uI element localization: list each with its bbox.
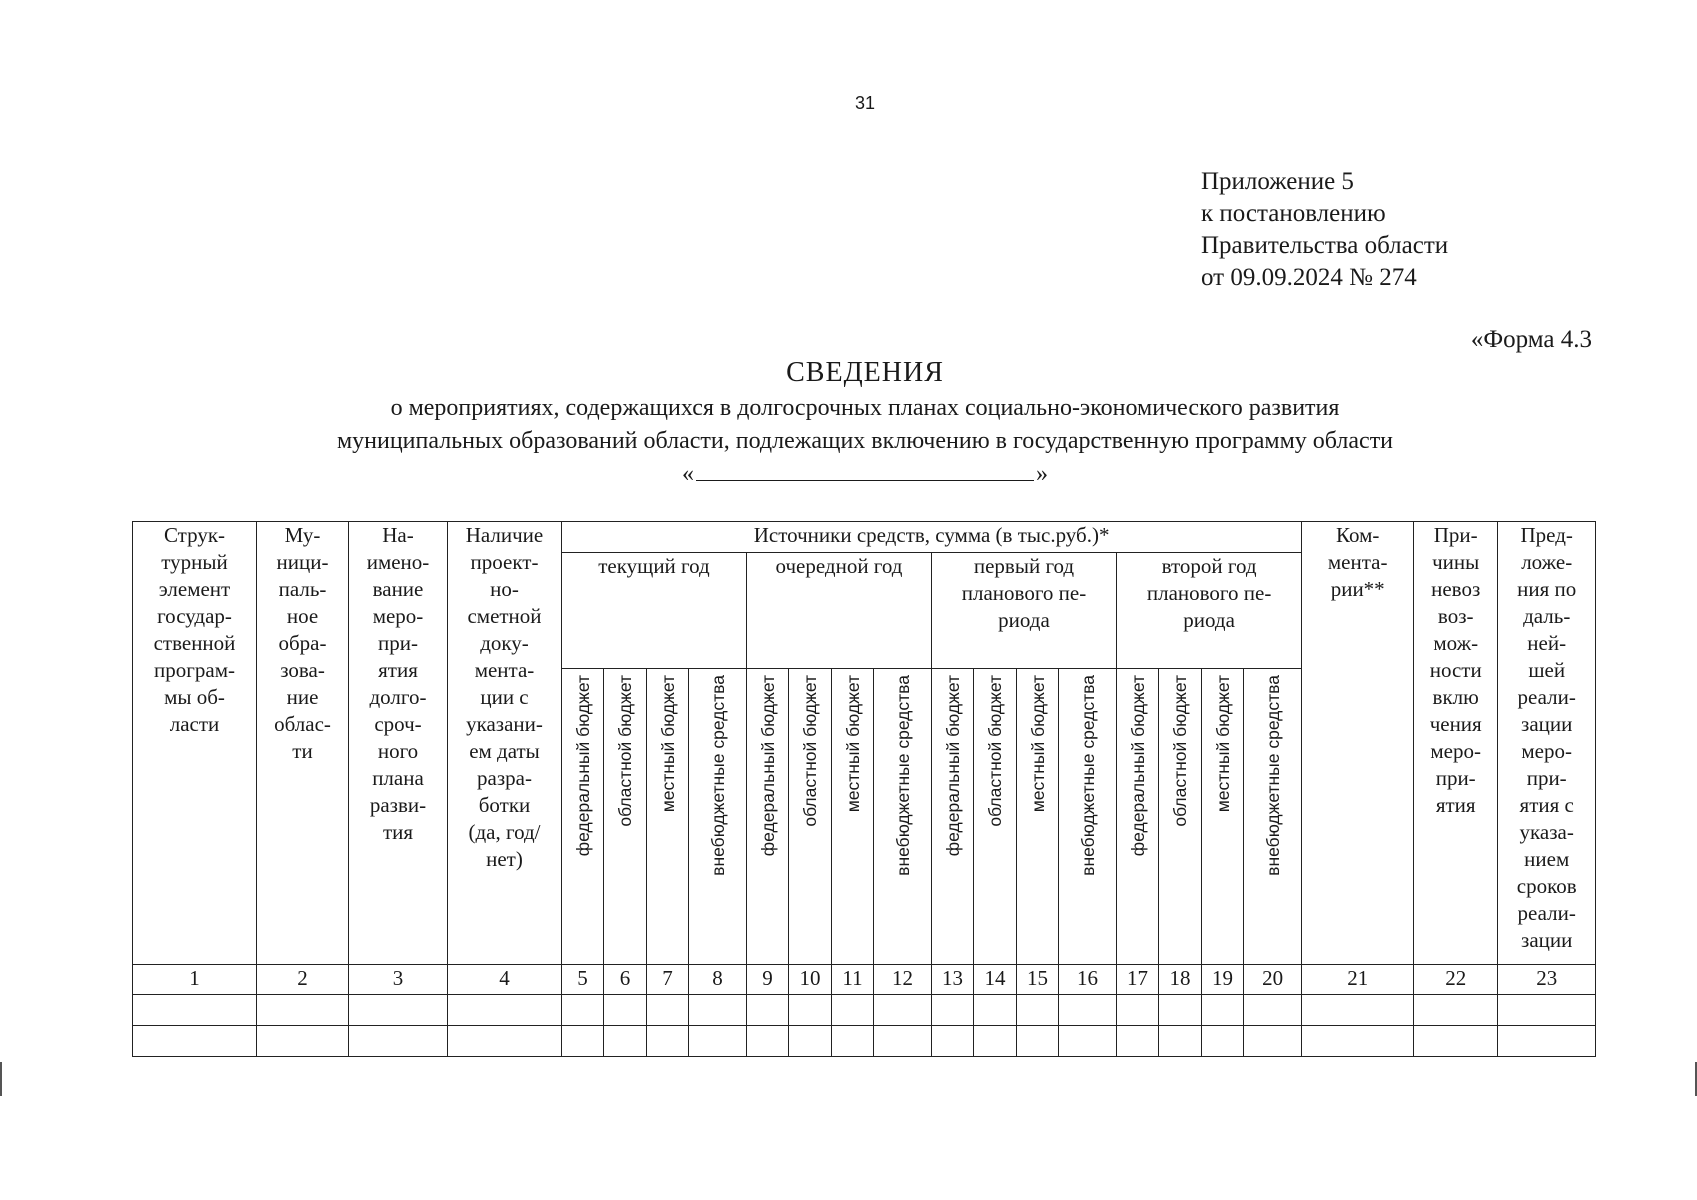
empty-cell (1302, 1026, 1414, 1057)
header-budget-subcolumn (789, 669, 832, 965)
empty-cell (1244, 995, 1302, 1026)
empty-cell (1302, 995, 1414, 1026)
header-budget-subcolumn (689, 669, 747, 965)
empty-cell (1202, 995, 1244, 1026)
column-number: 15 (1017, 965, 1059, 995)
empty-cell (789, 1026, 832, 1057)
column-number: 8 (689, 965, 747, 995)
subcolumn-label: внебюджетные средства (707, 675, 728, 876)
header-budget-subcolumn (1202, 669, 1244, 965)
empty-cell (832, 1026, 874, 1057)
empty-cell (874, 995, 932, 1026)
header-design-documentation: Наличие проект- но- сметной доку- мента- ции с указани- ем даты разра- ботки (да, год/ нет) (448, 522, 562, 965)
empty-cell (349, 995, 448, 1026)
header-budget-subcolumn (604, 669, 647, 965)
header-budget-subcolumn (1059, 669, 1117, 965)
column-number: 11 (832, 965, 874, 995)
subcolumn-label: внебюджетные средства (1262, 675, 1283, 876)
empty-cell (448, 1026, 562, 1057)
header-budget-subcolumn (874, 669, 932, 965)
header-budget-subcolumn (562, 669, 604, 965)
column-number: 19 (1202, 965, 1244, 995)
blank-line (696, 458, 1034, 481)
empty-cell (1202, 1026, 1244, 1057)
header-period-group: очередной год (747, 553, 932, 669)
subcolumn-label: областной бюджет (1170, 675, 1190, 827)
empty-cell (647, 1026, 689, 1057)
scan-edge-mark (0, 1062, 2, 1096)
empty-cell (1117, 1026, 1159, 1057)
quote-close: » (1036, 461, 1048, 487)
empty-cell (974, 1026, 1017, 1057)
column-number: 16 (1059, 965, 1117, 995)
column-number: 10 (789, 965, 832, 995)
empty-cell (257, 995, 349, 1026)
column-number: 17 (1117, 965, 1159, 995)
document-title: СВЕДЕНИЯ (786, 357, 944, 388)
empty-cell (1414, 1026, 1498, 1057)
empty-cell (133, 995, 257, 1026)
subcolumn-label: местный бюджет (842, 675, 863, 813)
header-budget-subcolumn (747, 669, 789, 965)
subcolumn-label: местный бюджет (1212, 675, 1233, 813)
header-budget-subcolumn (1117, 669, 1159, 965)
header-municipality: Му- ници- паль- ное обра- зова- ние облас- ти (257, 522, 349, 965)
empty-cell (874, 1026, 932, 1057)
empty-cell (647, 995, 689, 1026)
header-budget-subcolumn (1159, 669, 1202, 965)
document-subtitle (0, 392, 1697, 458)
subcolumn-label: местный бюджет (657, 675, 678, 813)
empty-cell (932, 995, 974, 1026)
empty-cell (1059, 995, 1117, 1026)
program-name-blank (0, 458, 1697, 489)
subcolumn-label: федеральный бюджет (1127, 675, 1148, 857)
column-number: 21 (1302, 965, 1414, 995)
empty-cell (832, 995, 874, 1026)
empty-cell (349, 1026, 448, 1057)
column-number: 7 (647, 965, 689, 995)
subcolumn-label: областной бюджет (800, 675, 820, 827)
subtitle-line: муниципальных образований области, подлежащих включению в государственную программу области (336, 428, 1394, 454)
quote-open: « (682, 461, 694, 487)
empty-cell (562, 995, 604, 1026)
subcolumn-label: федеральный бюджет (572, 675, 593, 857)
header-structural-element: Струк- турный элемент государ- ственной програм- мы об- ласти (133, 522, 257, 965)
subcolumn-label: местный бюджет (1027, 675, 1048, 813)
empty-cell (747, 995, 789, 1026)
empty-cell (789, 995, 832, 1026)
appendix-block (1201, 166, 1448, 294)
empty-cell (604, 995, 647, 1026)
empty-cell (257, 1026, 349, 1057)
subcolumn-label: федеральный бюджет (757, 675, 778, 857)
empty-cell (1017, 995, 1059, 1026)
table-row (133, 995, 1596, 1026)
table-row (133, 1026, 1596, 1057)
header-reasons: При- чины невоз воз- мож- ности вклю чения меро- при- ятия (1414, 522, 1498, 965)
empty-cell (932, 1026, 974, 1057)
empty-cell (562, 1026, 604, 1057)
header-budget-subcolumn (974, 669, 1017, 965)
header-budget-subcolumn (1244, 669, 1302, 965)
appendix-line: к постановлению (1201, 200, 1386, 227)
column-number: 2 (257, 965, 349, 995)
empty-cell (689, 1026, 747, 1057)
empty-cell (1159, 1026, 1202, 1057)
empty-cell (1017, 1026, 1059, 1057)
empty-cell (133, 1026, 257, 1057)
column-number: 12 (874, 965, 932, 995)
empty-cell (974, 995, 1017, 1026)
header-comments: Ком- мента- рии** (1302, 522, 1414, 965)
header-period-group: второй год планового пе- риода (1117, 553, 1302, 669)
header-budget-subcolumn (932, 669, 974, 965)
column-number: 6 (604, 965, 647, 995)
empty-cell (1498, 1026, 1596, 1057)
measures-table (132, 521, 1596, 1057)
subcolumn-label: областной бюджет (615, 675, 635, 827)
column-number: 18 (1159, 965, 1202, 995)
subcolumn-label: федеральный бюджет (942, 675, 963, 857)
empty-cell (604, 1026, 647, 1057)
column-number: 1 (133, 965, 257, 995)
page-number: 31 (854, 93, 876, 113)
column-number: 20 (1244, 965, 1302, 995)
empty-cell (448, 995, 562, 1026)
empty-cell (1244, 1026, 1302, 1057)
empty-cell (1117, 995, 1159, 1026)
subcolumn-label: внебюджетные средства (1077, 675, 1098, 876)
header-measure-name: На- имено- вание меро- при- ятия долго- сроч- ного плана разви- тия (349, 522, 448, 965)
empty-cell (1059, 1026, 1117, 1057)
column-number: 14 (974, 965, 1017, 995)
subtitle-line: о мероприятиях, содержащихся в долгосрочных планах социально-экономического развития (390, 395, 1340, 421)
header-proposals: Пред- ложе- ния по даль- ней- шей реали- зации меро- при- ятия с указа- нием сроков реали- зации (1498, 522, 1596, 965)
empty-cell (1414, 995, 1498, 1026)
header-budget-subcolumn (832, 669, 874, 965)
appendix-line: Приложение 5 (1201, 168, 1354, 195)
form-label: «Форма 4.3 (1470, 326, 1592, 353)
appendix-line: от 09.09.2024 № 274 (1201, 264, 1417, 291)
empty-cell (1159, 995, 1202, 1026)
column-number: 9 (747, 965, 789, 995)
column-number: 5 (562, 965, 604, 995)
subcolumn-label: областной бюджет (985, 675, 1005, 827)
header-period-group: первый год планового пе- риода (932, 553, 1117, 669)
header-budget-subcolumn (647, 669, 689, 965)
header-budget-subcolumn (1017, 669, 1059, 965)
header-period-group: текущий год (562, 553, 747, 669)
empty-cell (1498, 995, 1596, 1026)
column-number: 4 (448, 965, 562, 995)
empty-cell (747, 1026, 789, 1057)
column-number: 23 (1498, 965, 1596, 995)
empty-cell (689, 995, 747, 1026)
header-funding-sources: Источники средств, сумма (в тыс.руб.)* (562, 522, 1302, 553)
subcolumn-label: внебюджетные средства (892, 675, 913, 876)
column-number: 3 (349, 965, 448, 995)
appendix-line: Правительства области (1201, 232, 1449, 259)
column-number: 13 (932, 965, 974, 995)
column-number: 22 (1414, 965, 1498, 995)
